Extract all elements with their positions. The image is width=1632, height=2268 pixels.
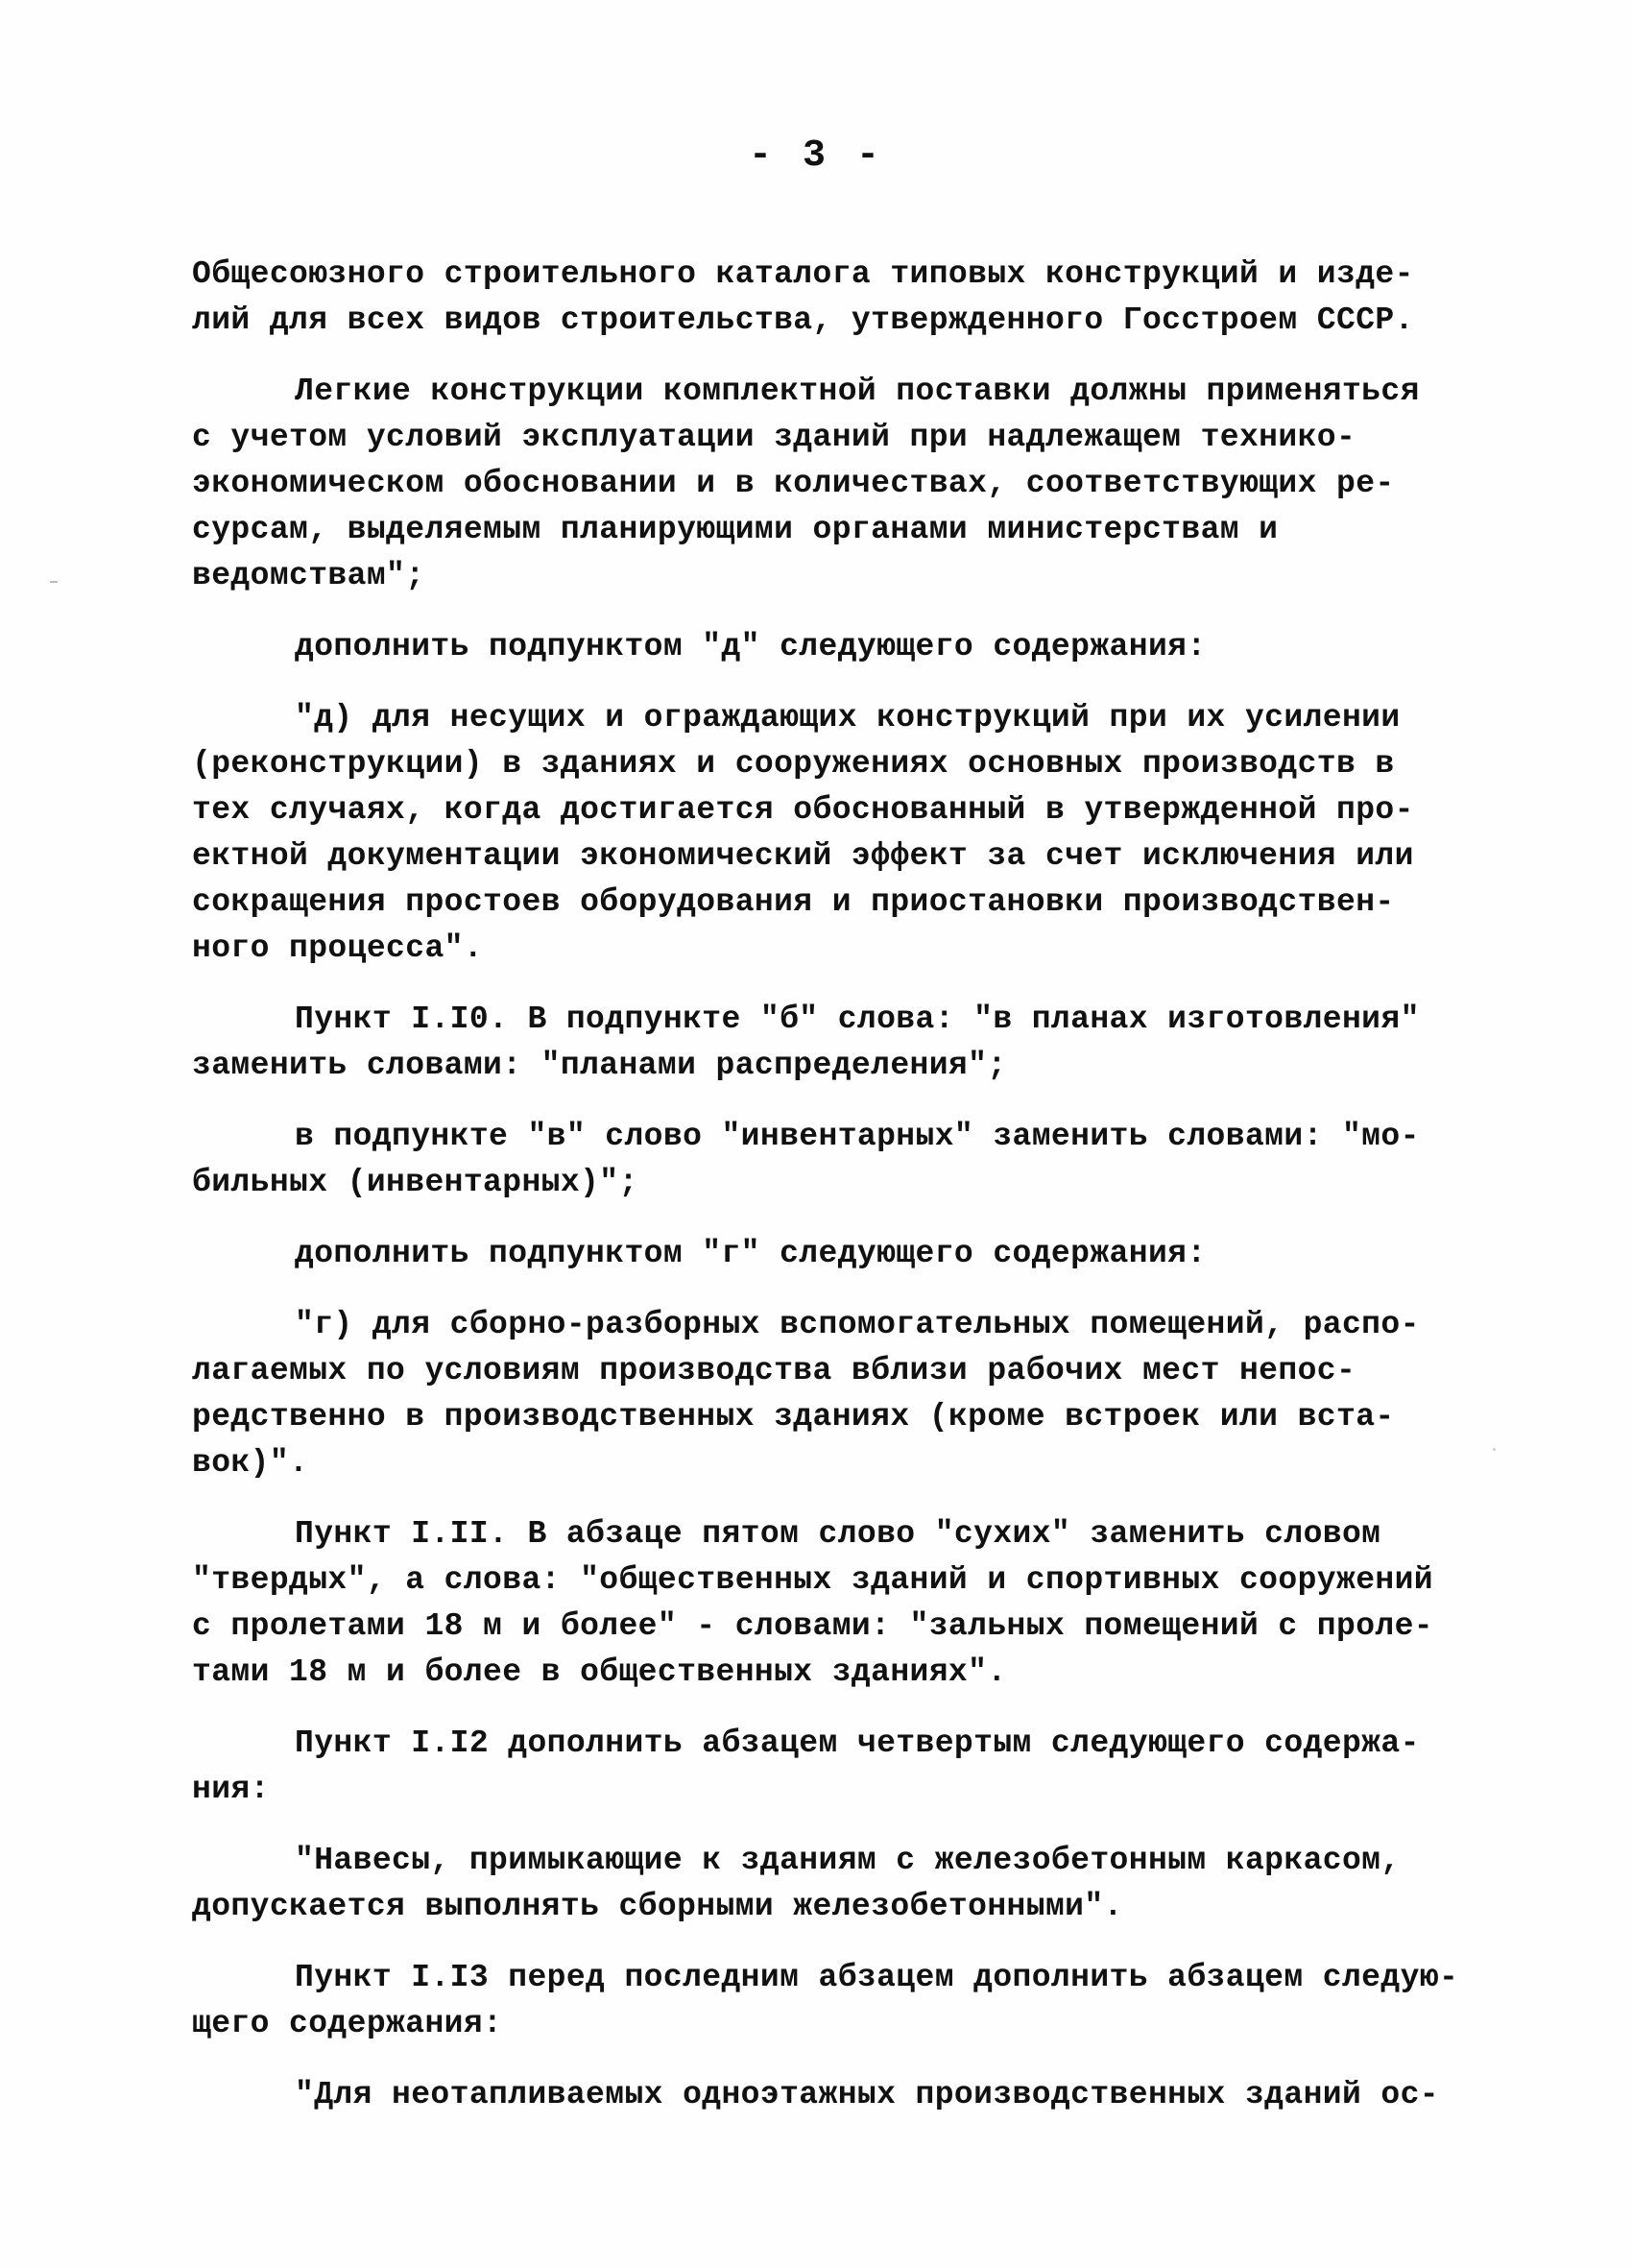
text-line: заменить словами: "планами распределения"; xyxy=(192,1048,1007,1083)
text-line: дополнить подпунктом "г" следующего содержания: xyxy=(295,1236,1207,1271)
paragraph xyxy=(192,695,1517,972)
text-line: "твердых", а слова: "общественных зданий и спортивных сооружений xyxy=(192,1562,1434,1598)
scan-artifact xyxy=(1493,1448,1496,1451)
paragraph xyxy=(192,1114,1517,1206)
text-line: с пролетами 18 м и более" - словами: "зальных помещений с проле- xyxy=(192,1608,1434,1644)
paragraph xyxy=(192,1231,1517,1277)
text-line: сурсам, выделяемым планирующими органами министерствам и xyxy=(192,512,1279,547)
text-line: ектной документации экономический эффект за счет исключения или xyxy=(192,838,1414,874)
text-line: Пункт I.I0. В подпункте "б" слова: "в планах изготовления" xyxy=(295,1001,1420,1037)
paragraph xyxy=(192,997,1517,1089)
text-line: ния: xyxy=(192,1772,270,1807)
text-line: "Навесы, примыкающие к зданиям с железобетонным каркасом, xyxy=(295,1843,1401,1878)
text-line: бильных (инвентарных)"; xyxy=(192,1165,638,1200)
text-line: Пункт I.I3 перед последним абзацем дополнить абзацем следую- xyxy=(295,1960,1459,1995)
paragraph xyxy=(192,624,1517,670)
text-line: лий для всех видов строительства, утвержденного Госстроем СССР. xyxy=(192,302,1414,338)
paragraph xyxy=(192,252,1517,344)
text-line: тех случаях, когда достигается обоснованный в утвержденной про- xyxy=(192,792,1414,828)
paragraph xyxy=(192,1955,1517,2047)
text-line: с учетом условий эксплуатации зданий при надлежащем технико- xyxy=(192,420,1356,455)
text-line: Пункт I.I2 дополнить абзацем четвертым следующего содержа- xyxy=(295,1725,1420,1761)
text-line: ведомствам"; xyxy=(192,558,425,593)
text-line: (реконструкции) в зданиях и сооружениях основных производств в xyxy=(192,746,1395,782)
paragraph xyxy=(192,1511,1517,1696)
text-line: экономическом обосновании и в количествах, соответствующих ре- xyxy=(192,466,1395,501)
text-line: Общесоюзного строительного каталога типовых конструкций и изде- xyxy=(192,256,1414,292)
paragraph xyxy=(192,1302,1517,1486)
text-line: "г) для сборно-разборных вспомогательных помещений, распо- xyxy=(295,1307,1420,1342)
text-line: лагаемых по условиям производства вблизи рабочих мест непос- xyxy=(192,1353,1356,1388)
text-line: ного процесса". xyxy=(192,930,484,966)
text-line: щего содержания: xyxy=(192,2006,503,2041)
paragraph xyxy=(192,1721,1517,1813)
text-line: тами 18 м и более в общественных зданиях". xyxy=(192,1654,1007,1690)
text-line: Легкие конструкции комплектной поставки должны применяться xyxy=(295,374,1420,409)
text-line: дополнить подпунктом "д" следующего содержания: xyxy=(295,629,1207,664)
page-number: - 3 - xyxy=(748,134,884,178)
text-line: Пункт I.II. В абзаце пятом слово "сухих" заменить словом xyxy=(295,1516,1381,1552)
text-line: редственно в производственных зданиях (кроме встроек или вста- xyxy=(192,1399,1395,1435)
text-line: вок)". xyxy=(192,1445,309,1481)
paragraph xyxy=(192,369,1517,599)
text-line: в подпункте "в" слово "инвентарных" заменить словами: "мо- xyxy=(295,1119,1420,1154)
scan-artifact xyxy=(50,581,58,583)
document-body xyxy=(192,252,1517,2143)
paragraph xyxy=(192,2072,1517,2118)
text-line: "Для неотапливаемых одноэтажных производственных зданий ос- xyxy=(295,2077,1439,2112)
paragraph xyxy=(192,1838,1517,1930)
text-line: сокращения простоев оборудования и приостановки производствен- xyxy=(192,884,1395,920)
text-line: допускается выполнять сборными железобетонными". xyxy=(192,1889,1123,1924)
text-line: "д) для несущих и ограждающих конструкций при их усилении xyxy=(295,700,1401,736)
